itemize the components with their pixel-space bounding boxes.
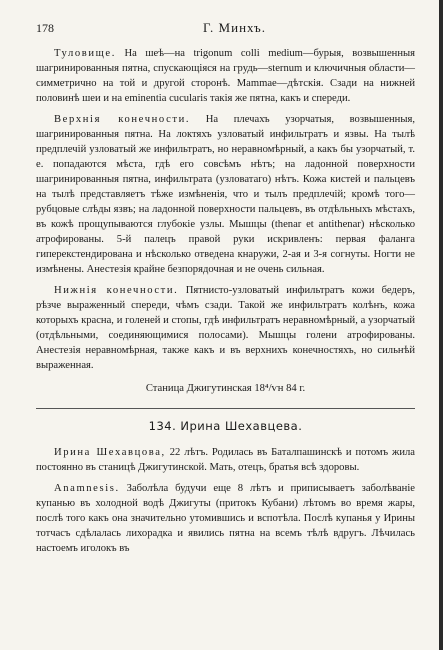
paragraph-text: На плечахъ узорчатыя, возвышенныя, шагринированныя пятна. На локтяхъ узловатый инфильтратъ и язвы. На тылѣ предплечій узловатый же инфильтратъ, но неравномѣрный, а какъ бы узорчатый, т. е. попадаются мѣста, гдѣ его совсѣмъ нѣтъ; на ладонной поверхности шагринированныя пятна, инфильтрата (узловатаго) нѣтъ. Кожа кистей и пальцевъ на тылѣ представляетъ тѣже измѣненія, что и тылъ предплечій; кромѣ того—рубцовые слѣды язвъ; на ладонной поверхности пальцевъ, въ отдѣльныхъ мѣстахъ, въ кожѣ прощупываются глубокіе узлы. Мышцы (thenar et antithenar) нѣсколько атрофированы. 5-й палецъ правой руки искривленъ: первая фаланга гиперекстендирована и нѣсколько отведена кнаружи, 2-ая и 3-я согнуты. Ногти не измѣнены. Анестезія крайне безпорядочная и не очень сильная. [36, 114, 415, 275]
paragraph-text: На шеѣ—на trigonum colli medium—бурыя, возвышенныя шагринированныя пятна, спускающіяся на грудь—sternum и ключичныя области—симметрично на той и другой сторонѣ. Mammae—дѣтскія. Сзади на нижней половинѣ шеи и на eminentia cucularis такія же пятна, какъ и спереди. [36, 48, 415, 104]
paragraph-patient-intro [36, 445, 415, 475]
place-date-signoff: Станица Джигутинская 18⁴/ѵн 84 г. [145, 383, 306, 394]
page-edge-shadow [439, 0, 443, 650]
paragraph-anamnesis [36, 481, 415, 556]
paragraph-text: 22 лѣтъ. Родилась въ Баталпашинскѣ и потомъ жила постоянно въ станицѣ Джигутинской. Мать, отецъ, братья всѣ здоровы. [36, 447, 415, 473]
paragraph-upper-limbs [36, 112, 415, 277]
paragraph-text: Пятнисто-узловатый инфильтратъ кожи бедеръ, рѣзче выраженный спереди, чѣмъ сзади. Такой же инфильтратъ колѣнъ, кожа которыхъ красна, и голеней и стопы, гдѣ инфильтратъ неравномѣрный, а узорчатый (отдѣльными, соединяющимися полосами). Мышцы голени атрофированы. Анестезія неравномѣрная, также какъ и въ верхнихъ конечностяхъ, но сильнѣй выраженная. [36, 285, 415, 371]
page-header [36, 20, 415, 36]
paragraph-lead: Туловище. [54, 48, 116, 59]
paragraph-lead: Ирина Шехавцова, [54, 447, 166, 458]
section-title: 134. Ирина Шехавцева. [148, 419, 303, 433]
page-number: 178 [36, 21, 54, 35]
running-title: Г. Минхъ. [203, 20, 266, 35]
paragraph-text: Заболѣла будучи еще 8 лѣтъ и приписываетъ заболѣваніе купанью въ холодной водѣ Джигуты (притокъ Кубани) лѣтомъ во время жары, послѣ того какъ она значительно утомившись и вспотѣла. Послѣ купанья у Ирины тотчасъ сдѣлалась лихорадка и явились пятна на всемъ тѣлѣ вдругъ. Лѣчилась настоемъ иголокъ въ [36, 483, 415, 554]
paragraph-lead: Нижнія конечности. [54, 285, 179, 296]
paragraph-lower-limbs [36, 283, 415, 373]
section-divider [36, 408, 415, 409]
paragraph-lead: Anamnesis. [54, 483, 120, 494]
paragraph-torso [36, 46, 415, 106]
paragraph-lead: Верхнія конечности. [54, 114, 191, 125]
